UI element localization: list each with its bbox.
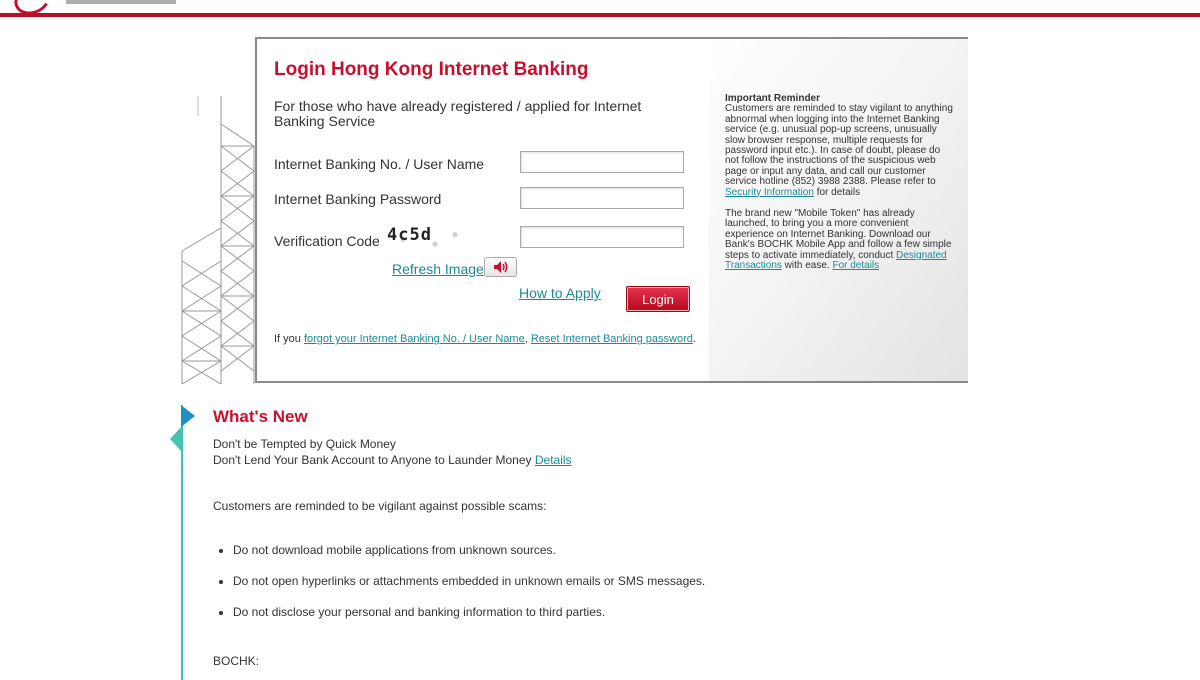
scam-intro: Customers are reminded to be vigilant against possible scams:	[213, 499, 547, 513]
designated-transactions-link[interactable]: Designated Transactions	[725, 249, 947, 272]
page-title: Login Hong Kong Internet Banking	[274, 59, 589, 80]
list-item: • Do not open hyperlinks or attachments embedded in unknown emails or SMS messages.	[233, 571, 705, 602]
audio-captcha-button[interactable]	[484, 257, 517, 277]
for-details-link[interactable]: For details	[832, 260, 880, 272]
reminder-panel	[709, 39, 968, 381]
news-line-2: Don't Lend Your Bank Account to Anyone to Launder Money Details	[213, 453, 572, 467]
reminder-paragraph-2: The brand new "Mobile Token" has already launched, to bring you a more convenient experience on Internet Banking. Download our Bank's BOCHK Mobile App and follow a few simple steps to activate immediately, conduct Designated Transactions with ease. For details	[725, 208, 952, 272]
refresh-image-link[interactable]: Refresh Image	[392, 261, 484, 277]
list-item: • Do not download mobile applications from unknown sources.	[233, 540, 705, 571]
security-information-link[interactable]: Security Information	[725, 186, 814, 198]
news-footer: BOCHK:	[213, 654, 260, 668]
important-reminder	[725, 94, 955, 272]
password-input[interactable]	[520, 187, 684, 209]
login-button[interactable]: Login	[626, 286, 690, 312]
login-panel	[255, 37, 968, 383]
reset-password-link[interactable]: Reset Internet Banking password	[530, 333, 693, 345]
list-item: • Do not disclose your personal and banking information to third parties.	[233, 602, 705, 633]
header-divider	[0, 13, 1200, 17]
timeline-arrow-icon	[181, 405, 195, 427]
bank-tower-illustration	[178, 96, 258, 384]
timeline-arrow-icon-secondary	[170, 426, 182, 452]
verification-label: Verification Code	[274, 233, 380, 249]
whats-new-title: What's New	[213, 407, 308, 426]
news-details-link[interactable]: Details	[534, 453, 572, 467]
captcha-image: 4c5d	[387, 225, 467, 249]
news-line-1: Don't be Tempted by Quick Money	[213, 437, 396, 451]
username-label: Internet Banking No. / User Name	[274, 156, 485, 172]
bank-logo-text	[66, 0, 176, 4]
top-header	[0, 0, 1200, 15]
reminder-title: Important Reminder	[725, 93, 821, 104]
scam-tips-list	[213, 540, 705, 633]
verification-input[interactable]	[520, 226, 684, 248]
speaker-icon	[492, 260, 510, 274]
username-input[interactable]	[520, 151, 684, 173]
login-subtitle: For those who have already registered / applied for Internet Banking Service	[274, 98, 642, 129]
how-to-apply-link[interactable]: How to Apply	[519, 285, 601, 301]
forgot-credentials-line: If you forgot your Internet Banking No. / User Name, Reset Internet Banking password.	[274, 333, 696, 345]
password-label: Internet Banking Password	[274, 191, 442, 207]
forgot-username-link[interactable]: forgot your Internet Banking No. / User Name	[303, 333, 525, 345]
reminder-paragraph-1: Customers are reminded to stay vigilant to anything abnormal when logging into the Internet Banking service (e.g. unusual pop-up screens, unusually slow browser response, multiple requests for password input etc.). In case of doubt, please do not follow the instructions of the suspicious web page or input any data, and call our customer service hotline (852) 3988 2388. Please refer to Security Information for details	[725, 103, 953, 198]
